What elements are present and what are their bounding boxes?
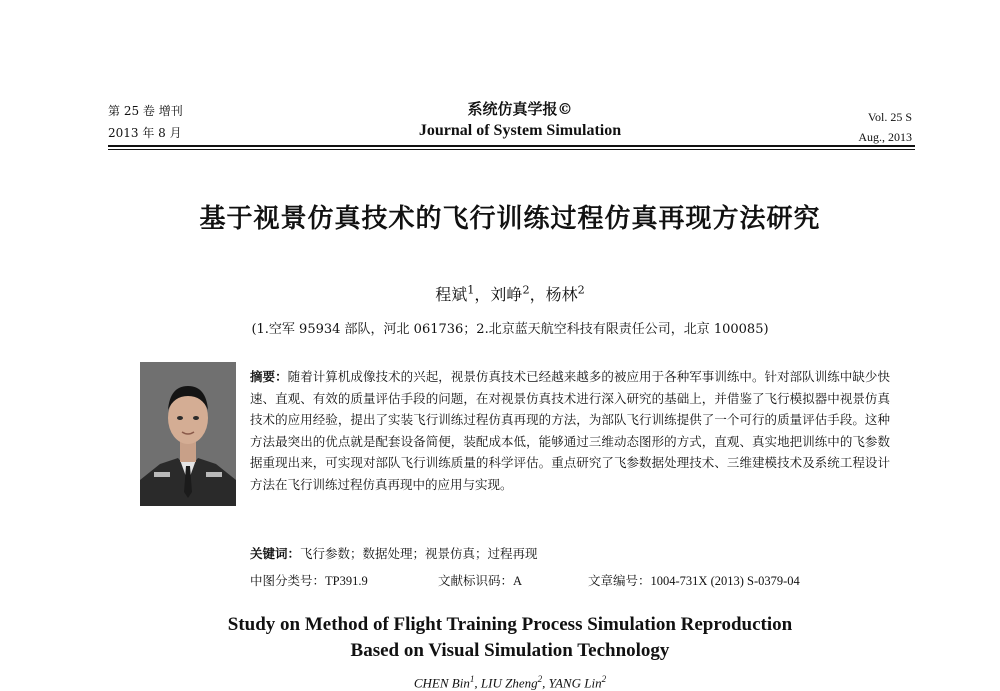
author-separator: , — [474, 675, 481, 691]
keywords — [250, 544, 890, 562]
abstract-text: 随着计算机成像技术的兴起，视景仿真技术已经越来越多的被应用于各种军事训练中。针对部队训练中缺少快速、直观、有效的质量评估手段的问题，在对视景仿真技术进行深入研究的基础上，并借鉴了飞行模拟器中视景仿真技术的应用经验，提出了实装飞行训练过程仿真再现的方法，为部队飞行训练提供了一个可行的质量评估手段。这种方法最突出的优点就是配套设备简便，装配成本低，能够通过三维动态图形的方式，直观、真实地把训练中的飞参数据重现出来，可实现对部队飞行训练质量的科学评估。重点研究了飞参数据处理技术、三维建模技术及系统工程设计方法在飞行训练过程仿真再现中的应用与实现。 — [250, 369, 890, 492]
article-number — [588, 571, 800, 589]
author-affil-mark: 1 — [467, 283, 475, 297]
author-name-en: CHEN Bin — [413, 675, 470, 691]
author-separator: , — [542, 675, 549, 691]
author-name: 杨林 — [545, 285, 578, 304]
article-number-value: 1004-731X (2013) S-0379-04 — [650, 574, 800, 588]
header-rule-thin — [108, 149, 915, 150]
authors-cn — [300, 282, 720, 305]
author-affil-mark: 1 — [469, 674, 475, 684]
author-affil-mark: 2 — [522, 283, 530, 297]
header-rule-thick — [108, 145, 915, 147]
author-separator: ， — [474, 285, 491, 304]
clc-number — [250, 571, 368, 589]
volume-issue-cn: 第 25 卷 增刊 — [108, 104, 183, 118]
paper-title-cn: 基于视景仿真技术的飞行训练过程仿真再现方法研究 — [199, 204, 821, 234]
journal-name-cn: 系统仿真学报© — [467, 100, 573, 118]
author-affil-mark: 2 — [537, 674, 543, 684]
keywords-label: 关键词： — [250, 546, 301, 561]
doc-code-value: A — [513, 574, 523, 588]
paper-title-en-line2: Based on Visual Simulation Technology — [350, 640, 670, 661]
paper-title-en — [150, 612, 870, 664]
author-name: 刘峥 — [490, 285, 523, 304]
paper-title-en-line1: Study on Method of Flight Training Process Simulation Reproduction — [227, 614, 793, 635]
journal-name-en: Journal of System Simulation — [418, 122, 622, 139]
author-name-en: LIU Zheng — [480, 675, 538, 691]
clc-label: 中图分类号： — [250, 573, 326, 588]
volume-en: Vol. 25 S — [867, 110, 912, 124]
date-en: Aug., 2013 — [858, 130, 912, 144]
doc-code-label: 文献标识码： — [438, 573, 514, 588]
clc-value: TP391.9 — [325, 574, 368, 588]
affiliation: (1.空军 95934 部队，河北 061736；2.北京蓝天航空科技有限责任公司，北京 100085) — [251, 322, 769, 337]
document-code — [438, 571, 522, 589]
author-separator: ， — [529, 285, 546, 304]
article-number-label: 文章编号： — [588, 573, 651, 588]
abstract — [250, 366, 890, 495]
author-photo — [140, 362, 236, 506]
author-affil-mark: 2 — [577, 283, 585, 297]
abstract-label: 摘要： — [250, 369, 288, 384]
author-affil-mark: 2 — [601, 674, 607, 684]
author-name: 程斌 — [435, 285, 468, 304]
authors-en — [300, 674, 720, 691]
author-name-en: YANG Lin — [548, 675, 602, 691]
keywords-text: 飞行参数；数据处理；视景仿真；过程再现 — [300, 546, 538, 561]
publication-date-cn: 2013 年 8 月 — [108, 126, 182, 140]
